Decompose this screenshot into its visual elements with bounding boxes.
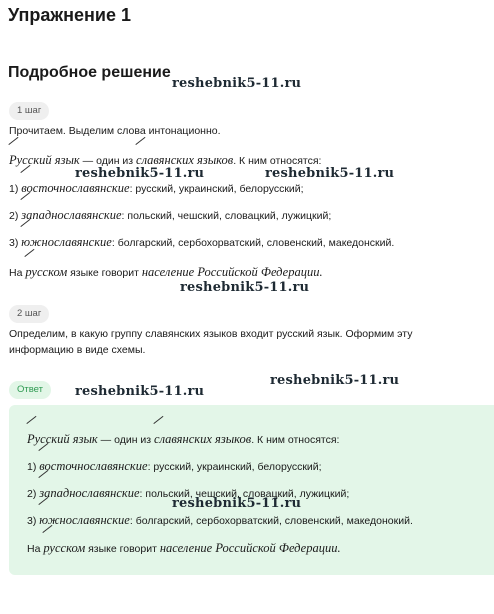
section-title: Подробное решение bbox=[8, 64, 171, 81]
watermark: reshebnik5-11.ru bbox=[265, 166, 395, 181]
step-1-east: 1) восточнославянские: русский, украинский, белорусский; bbox=[9, 181, 304, 195]
population-phrase: население Российской Федерации. bbox=[159, 541, 341, 555]
south-slavic-term: южнославянские bbox=[39, 513, 130, 527]
east-slavic-term: восточнославянские bbox=[21, 181, 130, 195]
step-2-text-2: информацию в виде схемы. bbox=[9, 344, 146, 356]
slavic-languages-term: славянских языков bbox=[154, 432, 252, 446]
step-1-south: 3) южнославянские: болгарский, сербохорватский, словенский, македонский. bbox=[9, 235, 395, 249]
step-1-line-1: Русский язык — один из славянских языков. К ним относятся: bbox=[9, 153, 322, 167]
watermark: reshebnik5-11.ru bbox=[75, 166, 205, 181]
step-2-text-1: Определим, в какую группу славянских языков входит русский язык. Оформим эту bbox=[9, 328, 413, 340]
west-slavic-term: западнославянские bbox=[21, 208, 122, 222]
step-1-intro: Прочитаем. Выделим слова интонационно. bbox=[9, 125, 221, 137]
east-slavic-term: восточнославянские bbox=[39, 459, 148, 473]
watermark: reshebnik5-11.ru bbox=[172, 496, 302, 511]
step-1-chip: 1 шаг bbox=[9, 102, 49, 120]
population-phrase: население Российской Федерации. bbox=[141, 265, 323, 279]
step-1-final: На русском языке говорит население Российской Федерации. bbox=[9, 265, 323, 279]
south-slavic-term: южнославянские bbox=[21, 235, 112, 249]
answer-final: На русском языке говорит население Российской Федерации. bbox=[27, 541, 341, 555]
russian-language-term: Русский язык bbox=[9, 153, 80, 167]
answer-chip: Ответ bbox=[9, 381, 51, 399]
russian-language-term: Русский язык bbox=[27, 432, 98, 446]
russian-word: русском bbox=[25, 265, 68, 279]
answer-west: 2) западнославянские: польский, чешский, словацкий, лужицкий; bbox=[27, 486, 350, 500]
watermark: reshebnik5-11.ru bbox=[172, 76, 302, 91]
watermark: reshebnik5-11.ru bbox=[75, 384, 205, 399]
watermark: reshebnik5-11.ru bbox=[180, 280, 310, 295]
slavic-languages-term: славянских языков bbox=[136, 153, 234, 167]
answer-south: 3) южнославянские: болгарский, сербохорватский, словенский, македонокий. bbox=[27, 513, 413, 527]
answer-line-1: Русский язык — один из славянских языков. К ним относятся: bbox=[27, 432, 340, 446]
watermark: reshebnik5-11.ru bbox=[270, 373, 400, 388]
answer-box bbox=[9, 405, 494, 575]
step-2-chip: 2 шаг bbox=[9, 305, 49, 323]
answer-east: 1) восточнославянские: русский, украинский, белорусский; bbox=[27, 459, 322, 473]
russian-word: русском bbox=[43, 541, 86, 555]
west-slavic-term: западнославянские bbox=[39, 486, 140, 500]
page-title: Упражнение 1 bbox=[8, 5, 131, 25]
step-1-west: 2) западнославянские: польский, чешский, словацкий, лужицкий; bbox=[9, 208, 332, 222]
